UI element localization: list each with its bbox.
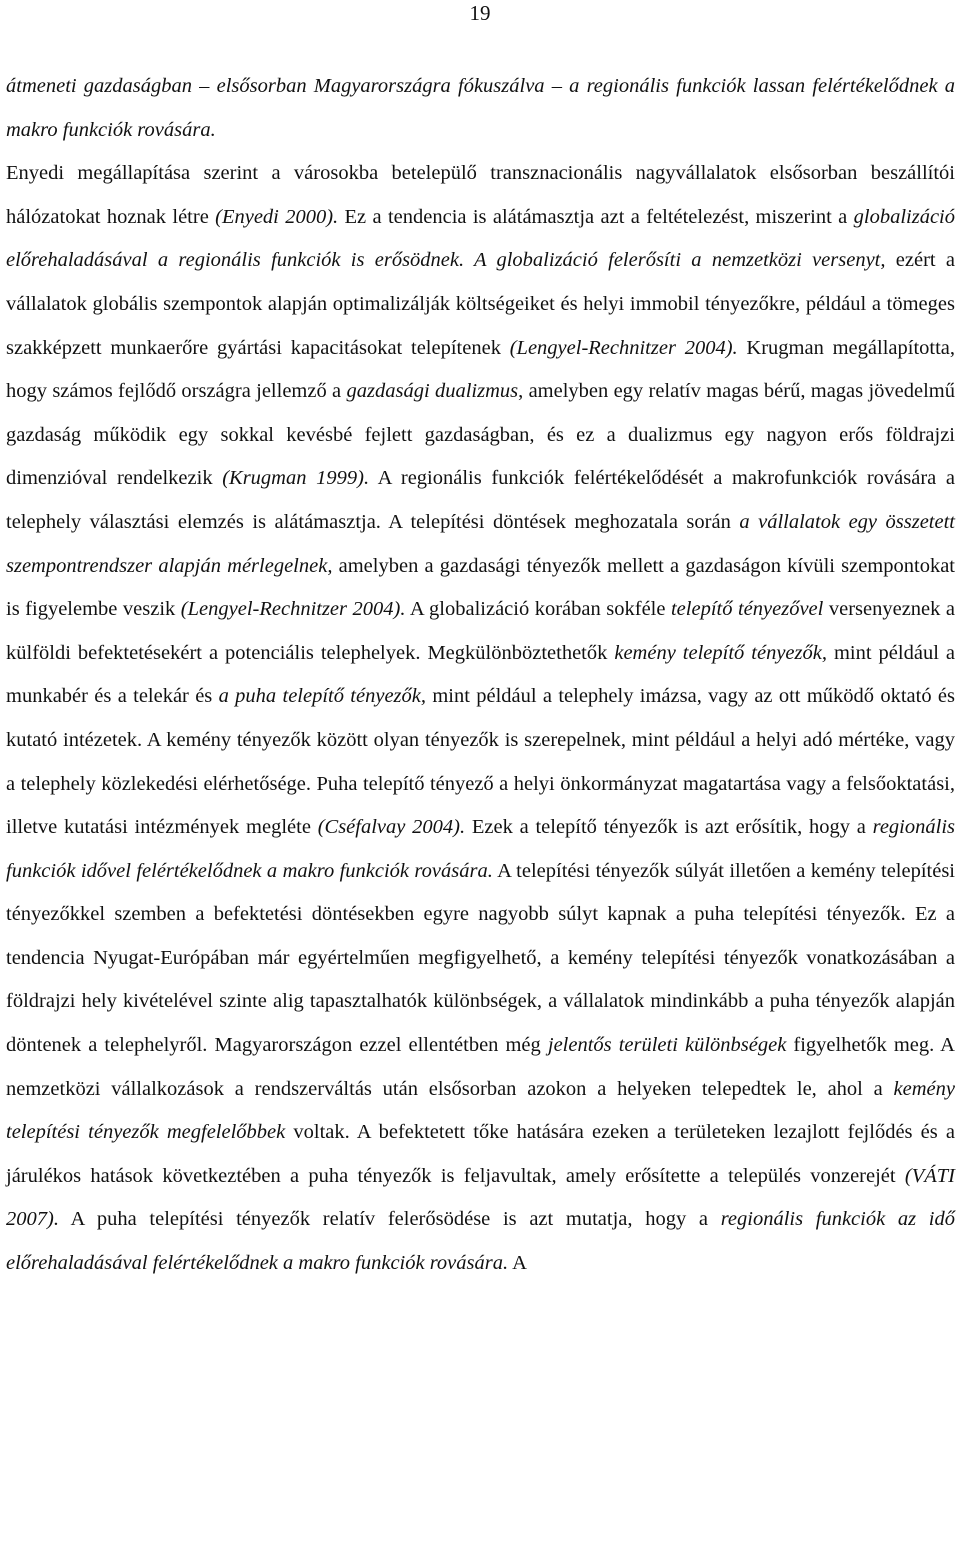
italic-text-run: (Enyedi 2000). [215, 205, 339, 228]
paragraph-main [6, 152, 955, 1285]
italic-text-run: jelentős területi különbségek [547, 1034, 787, 1057]
italic-text-run: kemény telepítési tényezők megfelelőbbek [6, 1077, 955, 1144]
text-run: figyelhetők meg. A nemzetközi vállalkozások a rendszerváltás után elsősorban azokon a helyeken telepedtek le, ahol a [6, 1034, 955, 1100]
italic-text-run: kemény telepítő tényezők, [614, 641, 827, 664]
text-run: mint például a munkabér és a telekár és [6, 641, 955, 708]
text-run: versenyeznek a külföldi befektetésekért a potenciális telephelyek. Megkülönböztethetők [6, 598, 956, 664]
italic-text-run: a vállalatok egy összetett szempontrendszer alapján mérlegelnek, [6, 510, 955, 577]
text-run: Krugman megállapította, hogy számos fejlődő országra jellemző a [6, 336, 955, 403]
text-run: mint például a telephely imázsa, vagy az ott működő oktató és kutató intézetek. A kemény tényezők között olyan tényezők is szerepelnek, mint például a helyi adó mértéke, vagy a telephely közlekedési elérhetősége. Puha telepítő tényező a helyi önkormányzat magatartása vagy a felsőoktatási, illetve kutatási intézmények megléte [6, 685, 955, 839]
paragraph-continuation [6, 65, 955, 152]
italic-text-run: (Krugman 1999). [222, 467, 370, 490]
italic-text-run: a puha telepítő tényezők, [218, 685, 427, 708]
text-run: A regionális funkciók felértékelődését a makrofunkciók rovására a telephely választási elemzés is alátámasztja. A telepítési döntések meghozatala során [6, 467, 955, 533]
italic-text-run: telepítő tényezővel [670, 598, 824, 621]
text-run: amelyben a gazdasági tényezők mellett a gazdaságon kívüli szempontokat is figyelembe veszik [6, 554, 955, 621]
italic-text-run: regionális funkciók idővel felértékelődnek a makro funkciók rovására. [6, 816, 955, 882]
italic-text-run: regionális funkciók az idő előrehaladásával felértékelődnek a makro funkciók rovására. [6, 1208, 955, 1275]
document-body [6, 65, 955, 1286]
text-run: Ez a tendencia is alátámasztja azt a feltételezést, miszerint a [338, 205, 854, 228]
italic-text-run: (Lengyel-Rechnitzer 2004). [180, 598, 406, 621]
page-number: 19 [469, 1, 491, 25]
text-run: A [508, 1252, 527, 1275]
text-run: A telepítési tényezők súlyát illetően a kemény telepítési tényezőkkel szemben a befektetési döntésekben egyre nagyobb súlyt kapnak a puha telepítési tényezők. Ez a tendencia Nyugat-Európában már egyértelműen megfigyelhető, a kemény telepítési tényezők vonatkozásában a földrajzi hely kivételével szinte alig tapasztalhatók különbségek, a vállalatok mindinkább a puha tényezők alapján döntenek a telephelyről. Magyarországon ezzel ellentétben még [6, 859, 955, 1057]
italic-text-run: gazdasági dualizmus [346, 380, 519, 403]
text-run: voltak. A befektetett tőke hatására ezeken a területeken lezajlott fejlődés és a járulékos hatások következtében a puha tényezők is feljavultak, amely erősítette a település vonzerejét [6, 1121, 955, 1187]
text-run: A globalizáció korában sokféle [405, 598, 671, 621]
paragraph-continuation-text: átmeneti gazdaságban – elsősorban Magyarországra fókuszálva – a regionális funkciók lassan felértékelődnek a makro funkciók rovására. [6, 75, 955, 141]
italic-text-run: (Lengyel-Rechnitzer 2004). [509, 336, 738, 359]
text-run: A puha telepítési tényezők relatív felerősödése is azt mutatja, hogy a [58, 1208, 721, 1231]
text-run: ezért a vállalatok globális szempontok alapján optimalizálják költségeiket és helyi immobil tényezőkre, például a tömeges szakképzett munkaerőre gyártási kapacitásokat telepítenek [6, 249, 955, 359]
text-run: Enyedi megállapítása szerint a városokba betelepülő transznacionális nagyvállalatok elsősorban beszállítói hálózatokat hoznak létre [6, 162, 955, 228]
text-run: , amelyben egy relatív magas bérű, magas jövedelmű gazdaság működik egy sokkal kevésbé fejlett gazdaságban, és ez a dualizmus egy nagyon erős földrajzi dimenzióval rendelkezik [6, 380, 955, 490]
italic-text-run: (Cséfalvay 2004). [317, 816, 466, 839]
text-run: Ezek a telepítő tényezők is azt erősítik, hogy a [465, 816, 873, 839]
italic-text-run: globalizáció előrehaladásával a regionális funkciók is erősödnek. A globalizáció felerősíti a nemzetközi versenyt, [6, 205, 955, 272]
italic-text-run: (VÁTI 2007). [6, 1164, 955, 1231]
